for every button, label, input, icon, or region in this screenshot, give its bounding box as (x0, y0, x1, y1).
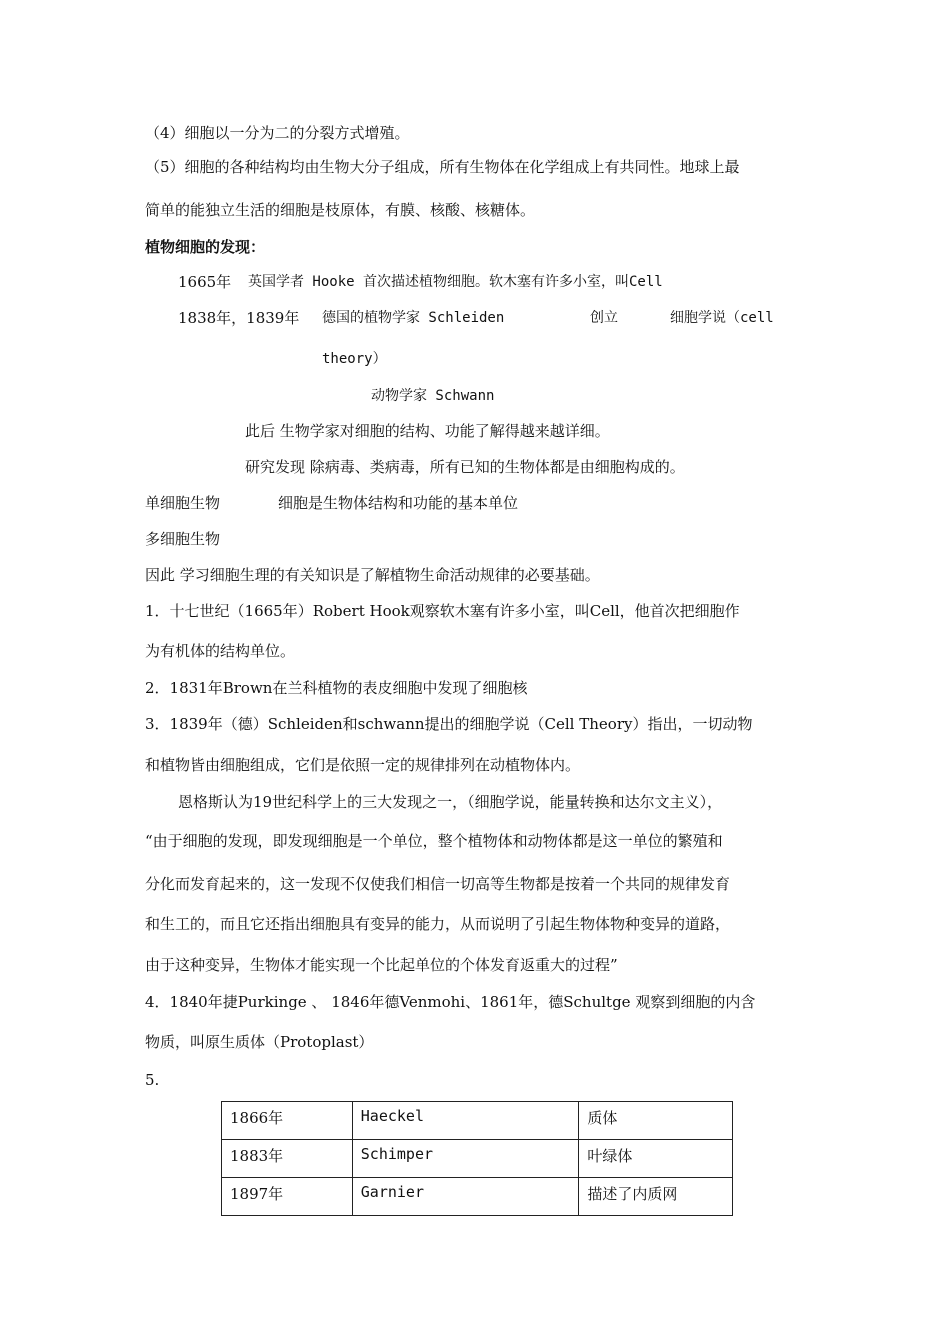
table-cell-scientist: Schimper (352, 1140, 579, 1178)
list-item: 2．1831年Brown在兰科植物的表皮细胞中发现了细胞核 (145, 679, 528, 697)
discovery-text: 英国学者 Hooke 首次描述植物细胞。软木塞有许多小室，叫Cell (248, 274, 663, 290)
table-cell-finding: 叶绿体 (579, 1140, 733, 1178)
table-row (222, 1140, 733, 1178)
table-row (222, 1178, 733, 1216)
table-cell-finding: 质体 (579, 1102, 733, 1140)
discovery-text: theory） (322, 351, 387, 367)
discovery-table (221, 1101, 733, 1216)
list-item: 和植物皆由细胞组成，它们是依照一定的规律排列在动植物体内。 (145, 756, 581, 774)
quote-paragraph: 恩格斯认为19世纪科学上的三大发现之一，（细胞学说，能量转换和达尔文主义）， (178, 793, 723, 811)
organism-text: 细胞是生物体结构和功能的基本单位 (278, 494, 519, 512)
table-row (222, 1102, 733, 1140)
organism-label: 多细胞生物 (145, 530, 221, 548)
discovery-text: 动物学家 Schwann (371, 388, 495, 404)
paragraph: （4）细胞以一分为二的分裂方式增殖。 (145, 124, 410, 142)
section-heading: 植物细胞的发现： (145, 238, 266, 256)
table-cell-year: 1866年 (222, 1102, 353, 1140)
list-item: 为有机体的结构单位。 (145, 642, 296, 660)
discovery-year: 1665年 (178, 273, 232, 291)
list-item: 4．1840年捷Purkinge 、 1846年德Venmohi、1861年，德Schultge 观察到细胞的内含 (145, 993, 756, 1011)
paragraph: 因此 学习细胞生理的有关知识是了解植物生命活动规律的必要基础。 (145, 566, 600, 584)
table-cell-year: 1897年 (222, 1178, 353, 1216)
list-item: 3．1839年（德）Schleiden和schwann提出的细胞学说（Cell Theory）指出，一切动物 (145, 715, 753, 733)
table-cell-year: 1883年 (222, 1140, 353, 1178)
discovery-text: 研究发现 除病毒、类病毒，所有已知的生物体都是由细胞构成的。 (245, 458, 685, 476)
discovery-text: 创立 (590, 310, 618, 326)
quote-paragraph: “由于细胞的发现，即发现细胞是一个单位，整个植物体和动物体都是这一单位的繁殖和 (145, 832, 723, 850)
paragraph: （5）细胞的各种结构均由生物大分子组成，所有生物体在化学组成上有共同性。地球上最 (145, 158, 740, 176)
discovery-year: 1838年，1839年 (178, 309, 300, 327)
quote-paragraph: 由于这种变异，生物体才能实现一个比起单位的个体发育返重大的过程” (145, 956, 618, 974)
list-item: 5. (145, 1071, 160, 1089)
table-cell-scientist: Garnier (352, 1178, 579, 1216)
discovery-text: 德国的植物学家 Schleiden (322, 310, 505, 326)
quote-paragraph: 分化而发育起来的，这一发现不仅使我们相信一切高等生物都是按着一个共同的规律发育 (145, 875, 731, 893)
table-cell-finding: 描述了内质网 (579, 1178, 733, 1216)
list-item: 物质，叫原生质体（Protoplast） (145, 1033, 374, 1051)
list-item: 1．十七世纪（1665年）Robert Hook观察软木塞有许多小室，叫Cell，他首次把细胞作 (145, 602, 740, 620)
organism-label: 单细胞生物 (145, 494, 221, 512)
discovery-text: 细胞学说（cell (670, 310, 774, 326)
discovery-text: 此后 生物学家对细胞的结构、功能了解得越来越详细。 (245, 422, 610, 440)
paragraph: 简单的能独立生活的细胞是枝原体，有膜、核酸、核糖体。 (145, 201, 536, 219)
table-cell-scientist: Haeckel (352, 1102, 579, 1140)
quote-paragraph: 和生工的，而且它还指出细胞具有变异的能力，从而说明了引起生物体物种变异的道路， (145, 915, 731, 933)
